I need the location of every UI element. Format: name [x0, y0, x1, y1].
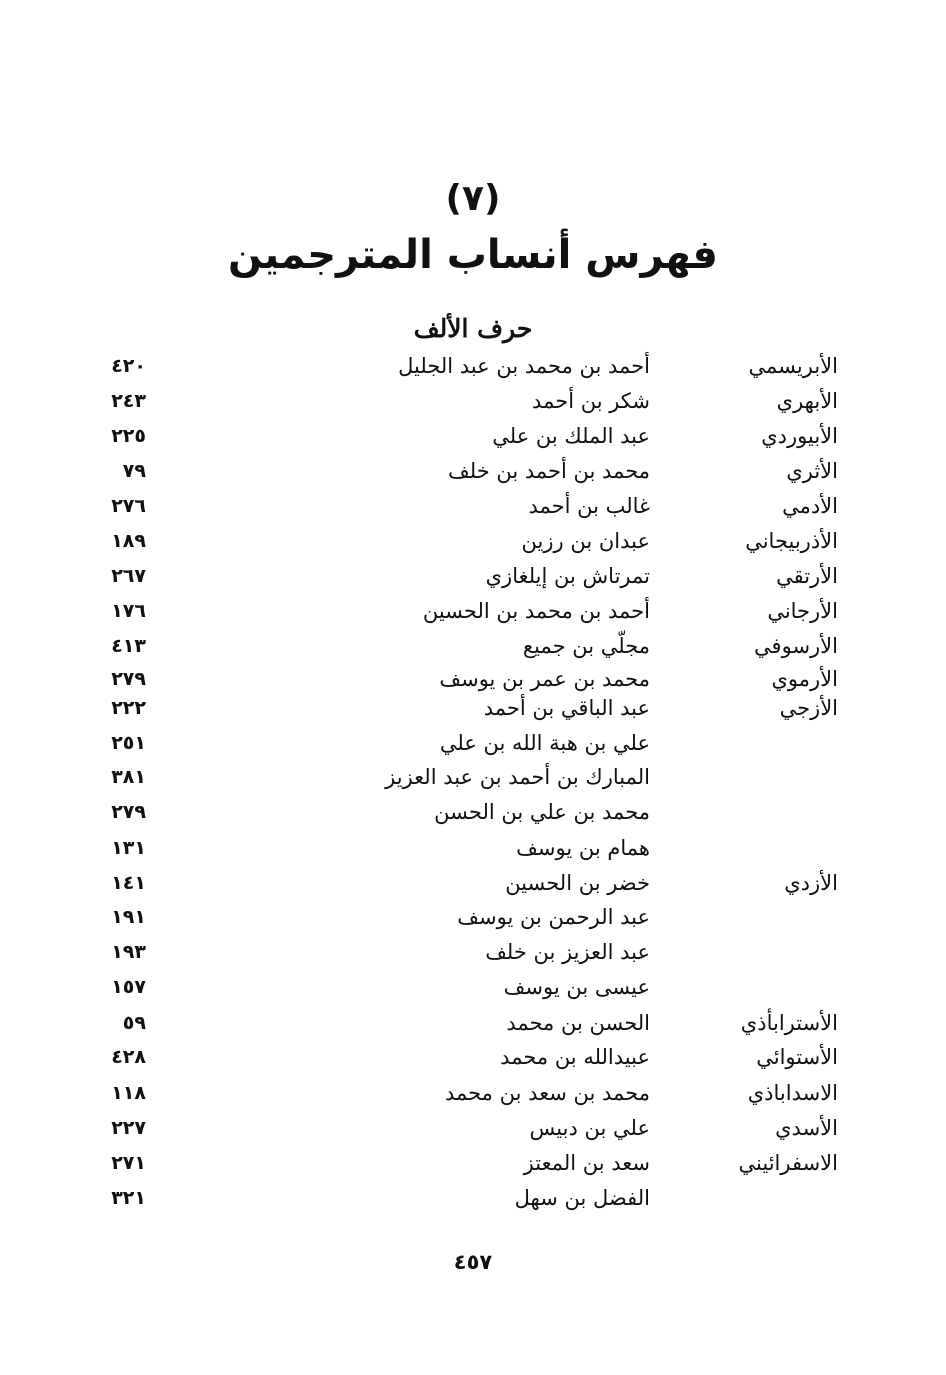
entry-page-ref: ٢٦٧ — [111, 565, 146, 587]
entry-page-ref: ٥٩ — [122, 1012, 146, 1034]
entry-name: مجلّي بن جميع — [522, 634, 650, 658]
entry-nisba: الأزدي — [784, 871, 838, 895]
entry-nisba: الأدمي — [782, 494, 838, 518]
entry-page-ref: ٧٩ — [122, 460, 146, 482]
index-entry — [0, 972, 946, 1002]
entry-name: همام بن يوسف — [516, 836, 650, 860]
entry-page-ref: ١٩١ — [111, 906, 146, 928]
entry-page-ref: ١٩٣ — [111, 941, 146, 963]
entry-name: محمد بن سعد بن محمد — [444, 1081, 650, 1105]
entry-nisba: الأبهري — [776, 389, 838, 413]
index-entry — [0, 762, 946, 792]
entry-page-ref: ٢٧٩ — [111, 801, 146, 823]
index-entry — [0, 1042, 946, 1072]
entry-page-ref: ٢٤٣ — [111, 390, 146, 412]
entry-name: سعد بن المعتز — [523, 1151, 650, 1175]
index-entry — [0, 937, 946, 967]
index-entry — [0, 1078, 946, 1108]
index-entry — [0, 631, 946, 661]
index-entry — [0, 421, 946, 451]
entry-name: عيسى بن يوسف — [503, 975, 650, 999]
entry-nisba: الأزجي — [779, 696, 838, 720]
page-number: ٤٥٧ — [453, 1250, 493, 1274]
index-entry — [0, 902, 946, 932]
entry-page-ref: ١١٨ — [111, 1082, 146, 1104]
index-entry — [0, 386, 946, 416]
entry-nisba: الأثري — [786, 459, 838, 483]
entry-name: علي بن هبة الله بن علي — [439, 731, 650, 755]
entry-name: تمرتاش بن إيلغازي — [485, 564, 650, 588]
entry-page-ref: ٢٧١ — [111, 1152, 146, 1174]
entry-name: محمد بن أحمد بن خلف — [448, 459, 650, 483]
index-entry — [0, 1183, 946, 1213]
section-number: (٧) — [445, 178, 501, 219]
entry-name: عبد الرحمن بن يوسف — [457, 905, 650, 929]
entry-name: علي بن دبيس — [529, 1116, 650, 1140]
entry-page-ref: ١٣١ — [111, 837, 146, 859]
entry-page-ref: ٤٢٨ — [111, 1046, 146, 1068]
entry-nisba: الأرموي — [771, 667, 838, 691]
entry-nisba: الأسترابأذي — [740, 1011, 838, 1035]
entry-page-ref: ٢٢٢ — [111, 697, 146, 719]
entry-name: أحمد بن محمد بن عبد الجليل — [398, 354, 650, 378]
entry-name: الحسن بن محمد — [506, 1011, 650, 1035]
entry-nisba: الاسداباذي — [747, 1081, 838, 1105]
index-entry — [0, 526, 946, 556]
entry-name: شكر بن أحمد — [532, 389, 650, 413]
entry-nisba: الأستوائي — [756, 1045, 838, 1069]
entry-page-ref: ١٥٧ — [111, 976, 146, 998]
index-entry — [0, 693, 946, 723]
entry-name: المبارك بن أحمد بن عبد العزيز — [385, 765, 650, 789]
letter-heading: حرف الألف — [413, 314, 533, 343]
index-title: فهرس أنساب المترجمين — [228, 232, 718, 278]
entry-nisba: الأرسوفي — [754, 634, 838, 658]
index-entry — [0, 351, 946, 381]
entry-page-ref: ٤٢٠ — [111, 355, 146, 377]
entry-name: عبيدالله بن محمد — [500, 1045, 650, 1069]
entry-page-ref: ٢٢٥ — [111, 425, 146, 447]
index-entry — [0, 1008, 946, 1038]
index-entry — [0, 833, 946, 863]
index-entry — [0, 456, 946, 486]
entry-page-ref: ٤١٣ — [111, 635, 146, 657]
entry-page-ref: ١٤١ — [111, 872, 146, 894]
entry-name: عبد الباقي بن أحمد — [483, 696, 650, 720]
entry-name: محمد بن عمر بن يوسف — [439, 667, 650, 691]
entry-page-ref: ٢٥١ — [111, 732, 146, 754]
index-entry — [0, 797, 946, 827]
entry-name: عبد الملك بن علي — [492, 424, 650, 448]
index-entry — [0, 664, 946, 694]
index-entry — [0, 561, 946, 591]
entry-nisba: الأبريسمي — [748, 354, 838, 378]
index-entry — [0, 1113, 946, 1143]
entry-page-ref: ٢٢٧ — [111, 1117, 146, 1139]
index-entry — [0, 868, 946, 898]
entry-page-ref: ٣٨١ — [111, 766, 146, 788]
entry-name: الفضل بن سهل — [514, 1186, 650, 1210]
entry-nisba: الأبيوردي — [761, 424, 838, 448]
entry-nisba: الأذربيجاني — [745, 529, 838, 553]
entry-nisba: الاسفرائيني — [738, 1151, 838, 1175]
index-entry — [0, 491, 946, 521]
entry-nisba: الأرجاني — [767, 599, 838, 623]
entry-page-ref: ٢٧٩ — [111, 668, 146, 690]
entry-page-ref: ٢٧٦ — [111, 495, 146, 517]
index-entry — [0, 728, 946, 758]
entry-name: غالب بن أحمد — [528, 494, 650, 518]
entry-name: محمد بن علي بن الحسن — [434, 800, 650, 824]
entry-name: عبدان بن رزين — [521, 529, 650, 553]
entry-nisba: الأسدي — [775, 1116, 838, 1140]
entry-nisba: الأرتقي — [776, 564, 838, 588]
entry-page-ref: ٣٢١ — [111, 1187, 146, 1209]
entry-page-ref: ١٧٦ — [111, 600, 146, 622]
index-entry — [0, 1148, 946, 1178]
index-entry — [0, 596, 946, 626]
entry-name: خضر بن الحسين — [505, 871, 650, 895]
entry-name: عبد العزيز بن خلف — [485, 940, 650, 964]
entry-page-ref: ١٨٩ — [111, 530, 146, 552]
entry-name: أحمد بن محمد بن الحسين — [422, 599, 650, 623]
